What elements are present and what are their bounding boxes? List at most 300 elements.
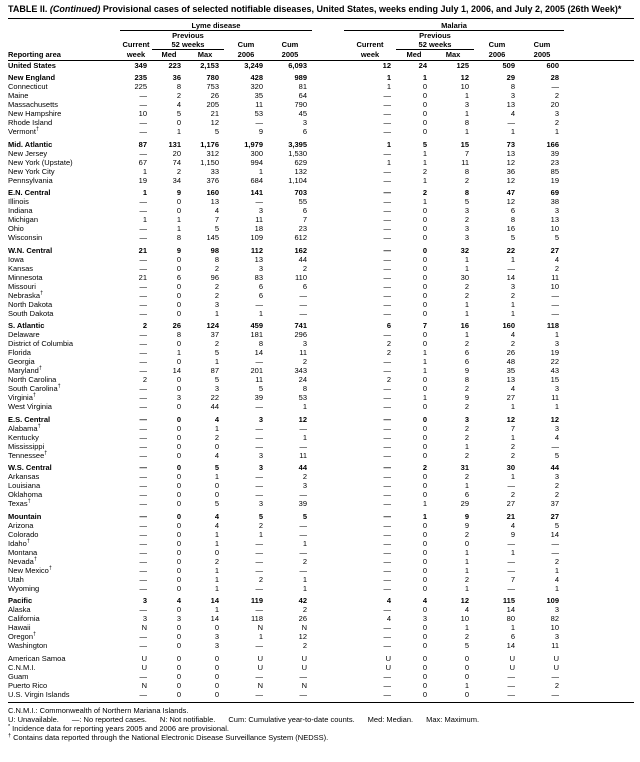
- group-gap-cell: [312, 309, 344, 318]
- cell-lyme-max: 4: [214, 450, 219, 460]
- cell-malaria-cum-2005: 13: [550, 215, 560, 224]
- cell-malaria-current-week: —: [383, 671, 392, 681]
- cell-lyme-cum-2006: —: [255, 583, 263, 593]
- cell-malaria-cum-2006: 13: [506, 100, 516, 109]
- cell-malaria-med: 0: [422, 662, 428, 672]
- cell-malaria-cum-2005: 2: [554, 680, 560, 690]
- table-title: [8, 4, 634, 15]
- reporting-area-label: Virginia: [8, 393, 33, 402]
- cell-malaria-current-week: —: [383, 641, 392, 650]
- cell-malaria-med: 0: [422, 215, 428, 224]
- cell-lyme-max: 376: [206, 175, 219, 185]
- cell-lyme-max: 7: [214, 215, 219, 224]
- header-spacer-cell: [312, 49, 344, 60]
- cell-malaria-med: 1: [422, 393, 428, 402]
- cell-malaria-max: 0: [464, 689, 470, 699]
- cell-lyme-cum-2006: 3: [258, 450, 263, 460]
- group-gap-cell: [312, 632, 344, 641]
- cell-malaria-med: 0: [422, 481, 428, 490]
- cell-lyme-current-week: —: [139, 197, 147, 206]
- cell-lyme-cum-2005: 2: [302, 472, 308, 481]
- cell-lyme-max: 780: [206, 73, 219, 82]
- cell-lyme-max: 1,176: [200, 139, 219, 149]
- cell-lyme-cum-2005: 1: [302, 402, 308, 411]
- right-spacer-cell: [564, 557, 634, 566]
- cell-malaria-max: 3: [464, 224, 470, 233]
- cell-malaria-cum-2006: —: [507, 565, 516, 575]
- group-gap-cell: [312, 433, 344, 442]
- group-gap-cell: [312, 557, 344, 566]
- footnote-no-reported-cases: —: No reported cases.: [71, 714, 147, 724]
- cell-lyme-cum-2006: —: [255, 641, 263, 650]
- cell-lyme-med: 0: [176, 680, 181, 690]
- cell-malaria-current-week: —: [383, 206, 392, 215]
- cell-lyme-max: 2: [214, 339, 219, 348]
- reporting-area-label: New Mexico: [8, 565, 49, 575]
- cell-malaria-cum-2005: —: [551, 299, 560, 309]
- cell-malaria-med: 0: [422, 206, 428, 215]
- cell-malaria-cum-2006: 36: [506, 166, 516, 176]
- cell-malaria-cum-2006: —: [507, 481, 516, 490]
- cell-lyme-cum-2005: 6: [302, 127, 308, 136]
- cell-malaria-max: 32: [460, 245, 470, 255]
- dagger-footnote-marker: †: [33, 556, 37, 562]
- cell-malaria-cum-2005: 38: [550, 197, 560, 206]
- cell-malaria-current-week: 6: [386, 321, 392, 330]
- cell-malaria-current-week: —: [383, 574, 392, 584]
- footnotes: [8, 706, 634, 743]
- cell-malaria-cum-2005: —: [551, 547, 560, 557]
- cell-lyme-current-week: —: [139, 671, 147, 681]
- group-gap-cell: [312, 100, 344, 109]
- column-group-malaria: Malaria: [344, 21, 564, 31]
- cell-malaria-max: 31: [460, 463, 470, 472]
- cell-lyme-med: 1: [176, 127, 181, 136]
- cell-malaria-med: 0: [422, 245, 428, 255]
- cell-malaria-cum-2006: 1: [510, 623, 516, 632]
- cell-lyme-max: 4: [214, 520, 219, 530]
- reporting-area-label: New York (Upstate): [8, 157, 73, 167]
- cell-lyme-med: 0: [176, 299, 181, 309]
- cell-malaria-cum-2005: 11: [551, 272, 560, 282]
- cell-malaria-cum-2005: 4: [554, 574, 560, 584]
- cell-lyme-cum-2006: —: [255, 118, 263, 127]
- cell-malaria-med: 1: [422, 348, 428, 357]
- cell-malaria-med: 0: [422, 339, 428, 348]
- reporting-area-cell: [8, 566, 120, 575]
- cell-lyme-cum-2005: 1: [302, 432, 308, 442]
- cell-lyme-max: 3: [214, 299, 219, 309]
- reporting-area-label: C.N.M.I.: [8, 662, 36, 672]
- cell-malaria-max: 125: [456, 60, 470, 70]
- cell-malaria-current-week: —: [383, 330, 392, 339]
- cell-lyme-max: 1: [214, 565, 219, 575]
- column-header-med-malaria: Med: [396, 49, 432, 60]
- cell-lyme-current-week: —: [139, 520, 147, 530]
- table-row: [8, 127, 634, 136]
- right-spacer-cell: [564, 623, 634, 632]
- group-gap-cell: [312, 481, 344, 490]
- cell-malaria-cum-2005: 3: [554, 472, 560, 481]
- reporting-area-label: E.S. Central: [8, 414, 51, 424]
- right-spacer-cell: [564, 242, 634, 255]
- cell-malaria-cum-2006: 27: [506, 499, 516, 508]
- cell-lyme-current-week: 2: [142, 375, 147, 384]
- cell-lyme-current-week: 349: [134, 60, 147, 70]
- cell-malaria-current-week: —: [383, 384, 392, 393]
- cell-malaria-cum-2006: 160: [502, 321, 516, 330]
- table-row: [8, 605, 634, 614]
- cell-lyme-max: 12: [210, 118, 219, 127]
- group-gap-cell: [312, 593, 344, 606]
- cell-malaria-max: 2: [464, 290, 470, 300]
- cell-lyme-med: 0: [176, 605, 181, 614]
- cell-malaria-cum-2005: 3: [554, 339, 560, 348]
- cell-lyme-cum-2006: —: [255, 565, 263, 575]
- cell-malaria-cum-2005: 3: [554, 632, 560, 641]
- cell-malaria-med: 0: [422, 100, 428, 109]
- cell-lyme-max: 160: [206, 188, 219, 197]
- right-spacer-cell: [564, 566, 634, 575]
- cell-malaria-max: 9: [464, 393, 470, 402]
- cell-malaria-cum-2006: 1: [510, 254, 516, 264]
- right-spacer-cell: [564, 508, 634, 521]
- table-row: [8, 149, 634, 158]
- cell-malaria-cum-2005: 5: [554, 520, 560, 530]
- cell-malaria-current-week: —: [383, 414, 392, 424]
- reporting-area-cell: [8, 442, 120, 451]
- cell-lyme-current-week: —: [139, 402, 147, 411]
- reporting-area-label: Kentucky: [8, 432, 39, 442]
- cell-lyme-current-week: —: [139, 339, 147, 348]
- right-spacer-cell: [564, 318, 634, 331]
- reporting-area-cell: [8, 100, 120, 109]
- column-header-med-lyme: Med: [152, 49, 186, 60]
- cell-malaria-current-week: 2: [386, 348, 392, 357]
- cell-lyme-cum-2006: 11: [255, 215, 263, 224]
- cell-lyme-cum-2006: 459: [250, 321, 263, 330]
- cell-malaria-cum-2005: 3: [554, 384, 560, 393]
- right-spacer-cell: [564, 548, 634, 557]
- cell-malaria-max: 29: [460, 499, 470, 508]
- cell-malaria-current-week: 2: [386, 375, 392, 384]
- cell-malaria-current-week: —: [383, 299, 392, 309]
- cell-lyme-cum-2005: —: [299, 423, 308, 433]
- reporting-area-label: California: [8, 614, 40, 623]
- cell-lyme-current-week: —: [139, 472, 147, 481]
- cell-lyme-cum-2006: U: [257, 662, 263, 672]
- reporting-area-cell: [8, 632, 120, 641]
- footnote-nedss-text: Contains data reported through the National Electronic Disease Surveillance System (NEDSS).: [13, 733, 329, 743]
- right-spacer-cell: [564, 264, 634, 273]
- reporting-area-cell: [8, 233, 120, 242]
- right-spacer-cell: [564, 197, 634, 206]
- cell-malaria-med: 24: [418, 60, 428, 70]
- reporting-area-cell: [8, 433, 120, 442]
- cell-lyme-med: 0: [176, 263, 181, 273]
- cell-lyme-cum-2005: 39: [298, 499, 308, 508]
- cell-lyme-max: 26: [210, 91, 219, 100]
- cell-malaria-max: 6: [464, 357, 470, 366]
- cell-malaria-cum-2005: 2: [554, 556, 560, 566]
- cell-lyme-cum-2005: 790: [294, 100, 308, 109]
- cell-lyme-current-week: —: [139, 565, 147, 575]
- cell-lyme-cum-2006: 109: [250, 233, 263, 242]
- reporting-area-label: Mountain: [8, 511, 42, 521]
- cell-lyme-cum-2006: 119: [250, 596, 263, 605]
- reporting-area-cell: [8, 127, 120, 136]
- reporting-area-label: Oregon: [8, 632, 34, 641]
- cell-lyme-current-week: 3: [142, 614, 147, 623]
- header-spacer-cell: [474, 30, 520, 40]
- table-row: [8, 206, 634, 215]
- cell-lyme-cum-2006: 6: [258, 290, 263, 300]
- cell-malaria-med: 0: [422, 490, 428, 499]
- cell-malaria-cum-2005: 43: [550, 366, 560, 375]
- cell-malaria-current-week: —: [383, 281, 392, 291]
- cell-lyme-max: 96: [210, 272, 219, 282]
- table-row: [8, 584, 634, 593]
- cell-malaria-current-week: —: [383, 441, 392, 451]
- cell-malaria-cum-2005: 166: [546, 139, 560, 149]
- right-spacer-cell: [564, 291, 634, 300]
- table-row: [8, 393, 634, 402]
- right-spacer-cell: [564, 593, 634, 606]
- reporting-area-cell: [8, 641, 120, 650]
- cell-lyme-cum-2005: 11: [299, 450, 308, 460]
- cell-malaria-cum-2006: —: [507, 680, 516, 690]
- cell-lyme-med: 0: [176, 281, 181, 291]
- group-gap-cell: [312, 490, 344, 499]
- cell-lyme-med: 0: [176, 450, 181, 460]
- cell-malaria-max: 30: [460, 272, 470, 282]
- cell-lyme-current-week: —: [139, 583, 147, 593]
- cell-lyme-cum-2005: 1: [302, 538, 308, 548]
- cell-lyme-cum-2005: 110: [295, 272, 308, 282]
- group-gap-cell: [312, 366, 344, 375]
- cell-lyme-cum-2005: —: [299, 520, 308, 530]
- table-row: [8, 490, 634, 499]
- group-gap-cell: [312, 242, 344, 255]
- reporting-area-cell: [8, 614, 120, 623]
- right-spacer-cell: [564, 433, 634, 442]
- cell-lyme-current-week: —: [139, 414, 147, 424]
- cell-lyme-cum-2005: 612: [294, 233, 308, 242]
- group-gap-cell: [312, 233, 344, 242]
- reporting-area-label: Texas: [8, 499, 28, 508]
- column-header-cum-2005-lyme: Cum: [281, 40, 299, 49]
- cell-lyme-cum-2005: 12: [298, 632, 308, 641]
- reporting-area-cell: [8, 402, 120, 411]
- cell-malaria-cum-2005: U: [553, 653, 560, 663]
- cell-lyme-cum-2006: 3,249: [244, 60, 263, 70]
- header-spacer-cell: [120, 30, 152, 40]
- cell-malaria-med: 0: [422, 109, 428, 118]
- cell-malaria-cum-2006: 73: [506, 139, 516, 149]
- cell-malaria-med: 4: [422, 596, 428, 605]
- reporting-area-label: Mississippi: [8, 441, 45, 451]
- cell-lyme-current-week: —: [139, 641, 147, 650]
- cell-lyme-cum-2005: 8: [302, 384, 308, 393]
- asterisk-marker: *: [8, 723, 11, 730]
- cell-lyme-max: 0: [214, 623, 219, 632]
- header-spacer-cell: [564, 30, 634, 40]
- cell-lyme-cum-2005: 1: [302, 574, 308, 584]
- group-gap-cell: [312, 663, 344, 672]
- reporting-area-cell: [8, 82, 120, 91]
- cell-malaria-cum-2005: 1: [554, 565, 560, 575]
- cell-malaria-med: 0: [422, 290, 428, 300]
- column-header-max-malaria: Max: [432, 49, 474, 60]
- cell-malaria-med: 2: [422, 188, 428, 197]
- header-spacer-cell: [312, 30, 344, 40]
- cell-lyme-current-week: 1: [142, 166, 147, 176]
- table-row: [8, 530, 634, 539]
- cell-lyme-med: 36: [172, 73, 181, 82]
- group-gap-cell: [312, 424, 344, 433]
- reporting-area-cell: [8, 109, 120, 118]
- reporting-area-cell: [8, 242, 120, 255]
- reporting-area-label: Vermont: [8, 127, 36, 136]
- dagger-footnote-marker: †: [57, 383, 61, 390]
- cell-malaria-cum-2005: 82: [550, 614, 560, 623]
- cell-lyme-max: 3: [214, 384, 219, 393]
- reporting-area-label: South Carolina: [8, 384, 58, 393]
- cell-malaria-max: 1: [464, 330, 470, 339]
- footnote-incidence-text: Incidence data for reporting years 2005 and 2006 are provisional.: [12, 724, 229, 734]
- table-row: [8, 255, 634, 264]
- previous-header-row: [8, 30, 634, 40]
- cell-lyme-current-week: —: [139, 574, 147, 584]
- cell-lyme-max: 1: [214, 308, 219, 318]
- right-spacer-cell: [564, 650, 634, 663]
- reporting-area-label: Kansas: [8, 263, 34, 273]
- cell-lyme-cum-2006: —: [255, 402, 263, 411]
- cell-malaria-current-week: —: [383, 91, 392, 100]
- reporting-area-label: Wisconsin: [8, 233, 43, 242]
- cell-lyme-cum-2006: —: [255, 538, 263, 548]
- cell-lyme-cum-2005: —: [299, 308, 308, 318]
- right-spacer-cell: [564, 109, 634, 118]
- cell-lyme-current-week: 2: [142, 321, 147, 330]
- cell-lyme-max: 5: [214, 348, 219, 357]
- cell-lyme-current-week: 21: [138, 245, 147, 255]
- cell-lyme-cum-2006: 5: [258, 511, 263, 521]
- cell-malaria-max: 1: [464, 583, 470, 593]
- column-header-2006-lyme: 2006: [224, 49, 268, 60]
- cell-malaria-max: 2: [464, 472, 470, 481]
- cell-lyme-current-week: 19: [138, 175, 147, 185]
- cell-malaria-cum-2006: 7: [510, 423, 516, 433]
- cell-malaria-cum-2005: 1: [554, 402, 560, 411]
- cell-malaria-med: 1: [422, 73, 428, 82]
- group-gap-cell: [312, 318, 344, 331]
- cell-lyme-med: 9: [176, 188, 181, 197]
- table-row: [8, 451, 634, 460]
- cell-lyme-current-week: —: [139, 290, 147, 300]
- table-row: [8, 70, 634, 83]
- reporting-area-cell: [8, 584, 120, 593]
- cell-lyme-cum-2005: 6: [302, 206, 308, 215]
- cell-malaria-cum-2006: 2: [510, 490, 516, 499]
- cell-malaria-current-week: U: [385, 653, 392, 663]
- group-gap-cell: [312, 566, 344, 575]
- right-spacer-cell: [564, 167, 634, 176]
- reporting-area-label: American Samoa: [8, 653, 66, 663]
- cell-malaria-current-week: —: [383, 511, 392, 521]
- cell-malaria-current-week: —: [383, 197, 392, 206]
- cell-malaria-cum-2006: 13: [506, 375, 516, 384]
- group-gap-cell: [312, 255, 344, 264]
- right-spacer-cell: [564, 233, 634, 242]
- table-row: [8, 623, 634, 632]
- cell-lyme-med: 0: [176, 118, 181, 127]
- header-spacer-cell: [564, 21, 634, 31]
- footnote-cum: Cum: Cumulative year-to-date counts.: [228, 714, 355, 724]
- column-header-current-malaria: Current: [356, 40, 384, 49]
- reporting-area-cell: [8, 70, 120, 83]
- cell-malaria-current-week: —: [383, 254, 392, 264]
- cell-lyme-max: 5: [214, 127, 219, 136]
- cell-malaria-max: 9: [464, 520, 470, 530]
- cell-malaria-cum-2006: —: [507, 583, 516, 593]
- cell-lyme-max: 2: [214, 281, 219, 291]
- group-gap-cell: [312, 411, 344, 424]
- cell-lyme-current-week: N: [141, 680, 147, 690]
- cell-lyme-max: 2,153: [200, 60, 219, 70]
- cell-malaria-max: 10: [460, 614, 470, 623]
- cell-lyme-cum-2005: —: [299, 689, 308, 699]
- cell-lyme-cum-2006: 181: [250, 330, 263, 339]
- cell-malaria-med: 1: [422, 511, 428, 521]
- cell-lyme-cum-2005: 53: [298, 393, 308, 402]
- cell-malaria-cum-2005: 85: [550, 166, 560, 176]
- table-row: [8, 291, 634, 300]
- group-gap-cell: [312, 197, 344, 206]
- group-gap-cell: [312, 623, 344, 632]
- cell-malaria-cum-2006: —: [507, 538, 516, 548]
- group-gap-cell: [312, 521, 344, 530]
- table-row: [8, 681, 634, 690]
- cell-lyme-med: 2: [176, 166, 181, 176]
- cell-lyme-max: 3: [214, 632, 219, 641]
- cell-malaria-max: 1: [464, 91, 470, 100]
- reporting-area-label: Pennsylvania: [8, 175, 53, 185]
- right-spacer-cell: [564, 641, 634, 650]
- reporting-area-label: Puerto Rico: [8, 680, 48, 690]
- cell-lyme-cum-2006: 3: [258, 263, 263, 273]
- cell-lyme-max: 753: [206, 82, 219, 91]
- cell-lyme-current-week: —: [139, 393, 147, 402]
- table-row: [8, 185, 634, 198]
- cell-lyme-current-week: —: [139, 632, 147, 641]
- cell-lyme-cum-2006: 13: [254, 254, 263, 264]
- cell-lyme-cum-2006: —: [255, 299, 263, 309]
- cell-malaria-cum-2005: 15: [550, 375, 560, 384]
- cell-lyme-med: 0: [176, 290, 181, 300]
- right-spacer-cell: [564, 451, 634, 460]
- cell-lyme-cum-2006: 1,979: [244, 139, 263, 149]
- cell-malaria-med: 0: [422, 680, 428, 690]
- cell-lyme-med: 0: [176, 254, 181, 264]
- cell-lyme-current-week: 10: [138, 109, 147, 118]
- cell-lyme-med: 0: [176, 339, 181, 348]
- cell-malaria-cum-2005: 1: [554, 330, 560, 339]
- reporting-area-label: New Hampshire: [8, 109, 62, 118]
- cell-malaria-current-week: —: [383, 366, 392, 375]
- right-spacer-cell: [564, 442, 634, 451]
- cell-lyme-cum-2005: 2: [302, 605, 308, 614]
